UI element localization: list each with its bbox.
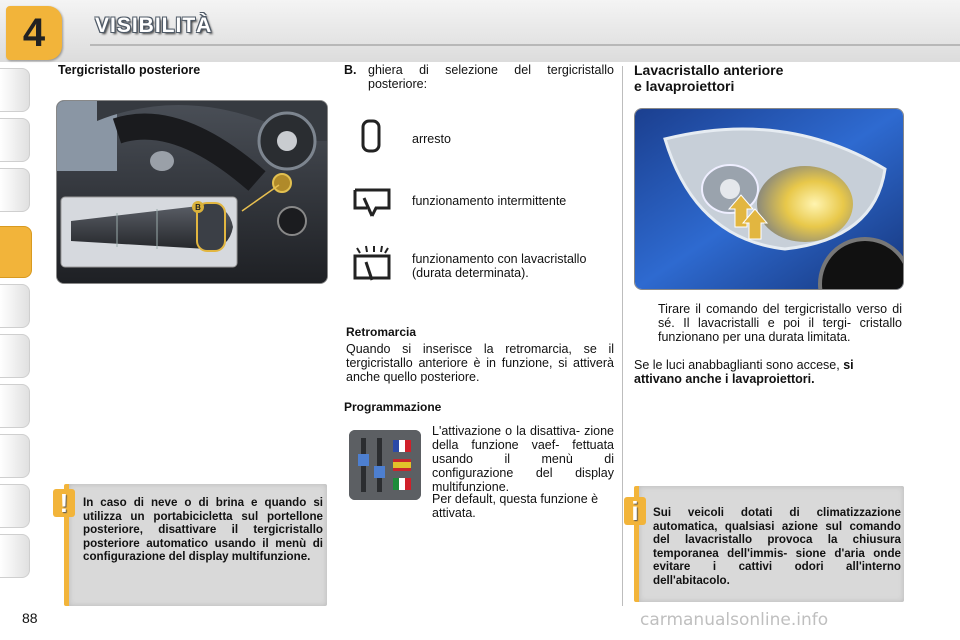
wiper-off-icon xyxy=(355,118,389,158)
side-tab-2 xyxy=(0,118,30,162)
column-divider xyxy=(622,66,623,606)
warning-text: In caso di neve o di brina e quando si utilizza un portabicicletta sul portellone posteriore, disattivare il tergicristallo posteriore automatico usando il menù di configurazione del display multifunzione. xyxy=(83,496,323,564)
watermark-text: carmanualsonline.info xyxy=(640,610,829,630)
info-box xyxy=(634,486,904,602)
side-tab-9 xyxy=(0,484,30,528)
side-tab-8 xyxy=(0,434,30,478)
chapter-number: 4 xyxy=(22,10,46,55)
side-tab-5 xyxy=(0,284,30,328)
info-icon: i xyxy=(624,497,646,525)
programming-text-1: L'attivazione o la disattiva- zione della funzione vaef- fettuata usando il menù di configurazione del display multifunzione. xyxy=(432,424,614,494)
warning-box xyxy=(64,484,327,606)
headlamp-photo xyxy=(634,108,904,290)
info-text: Sui veicoli dotati di climatizzazione automatica, qualsiasi azione sul comando del lavacristallo provoca la chiusura temporanea dell'immis- sione d'aria onde evitare i cattivi odori all'interno dell'abitacolo. xyxy=(653,506,901,587)
steering-column-illustration xyxy=(57,101,327,283)
washer-title-line2: e lavaproiettori xyxy=(634,78,735,94)
b-label: B. xyxy=(344,63,357,77)
page-title: VISIBILITÀ xyxy=(95,14,213,37)
side-tab-1 xyxy=(0,68,30,112)
option-washer-text: funzionamento con lavacristallo (durata determinata). xyxy=(412,252,587,280)
option-intermittent-text: funzionamento intermittente xyxy=(412,194,567,208)
side-tab-active xyxy=(0,226,32,278)
chapter-tab xyxy=(6,6,62,60)
warning-icon: ! xyxy=(53,489,75,517)
option-off-text: arresto xyxy=(412,132,451,146)
page-number: 88 xyxy=(22,610,38,626)
side-tab-3 xyxy=(0,168,30,212)
side-tab-7 xyxy=(0,384,30,428)
washer-instruction-text: Tirare il comando del tergicristallo verso di sé. Il lavacristalli e poi il tergi- cristallo funzionano per una durata limitata. xyxy=(658,302,902,344)
photo-label-b: B xyxy=(195,203,201,212)
washer-title-line1: Lavacristallo anteriore xyxy=(634,62,784,78)
note-bold-text-2: attivano anche i lavaproiettori. xyxy=(634,372,815,386)
programming-text-2: Per default, questa funzione è attivata. xyxy=(432,492,599,520)
steering-column-photo xyxy=(56,100,328,284)
side-tab-6 xyxy=(0,334,30,378)
side-tab-10 xyxy=(0,534,30,578)
programming-heading: Programmazione xyxy=(344,400,442,414)
display-config-icon xyxy=(349,430,421,500)
headlamp-washer-note xyxy=(634,358,902,386)
b-description: ghiera di selezione del tergicristallo posteriore: xyxy=(368,63,614,91)
wiper-intermittent-icon xyxy=(352,184,392,220)
note-bold-text-1: si xyxy=(843,358,854,372)
note-plain-text: Se le luci anabbaglianti sono accese, xyxy=(634,358,840,372)
reverse-heading: Retromarcia xyxy=(346,325,417,339)
header-rule xyxy=(90,44,960,46)
wiper-washer-icon xyxy=(352,244,392,286)
reverse-text: Quando si inserisce la retromarcia, se il tergicristallo anteriore è in funzione, si attiverà anche quello posteriore. xyxy=(346,342,614,384)
headlamp-illustration xyxy=(635,109,903,289)
rear-wiper-heading: Tergicristallo posteriore xyxy=(58,63,201,77)
